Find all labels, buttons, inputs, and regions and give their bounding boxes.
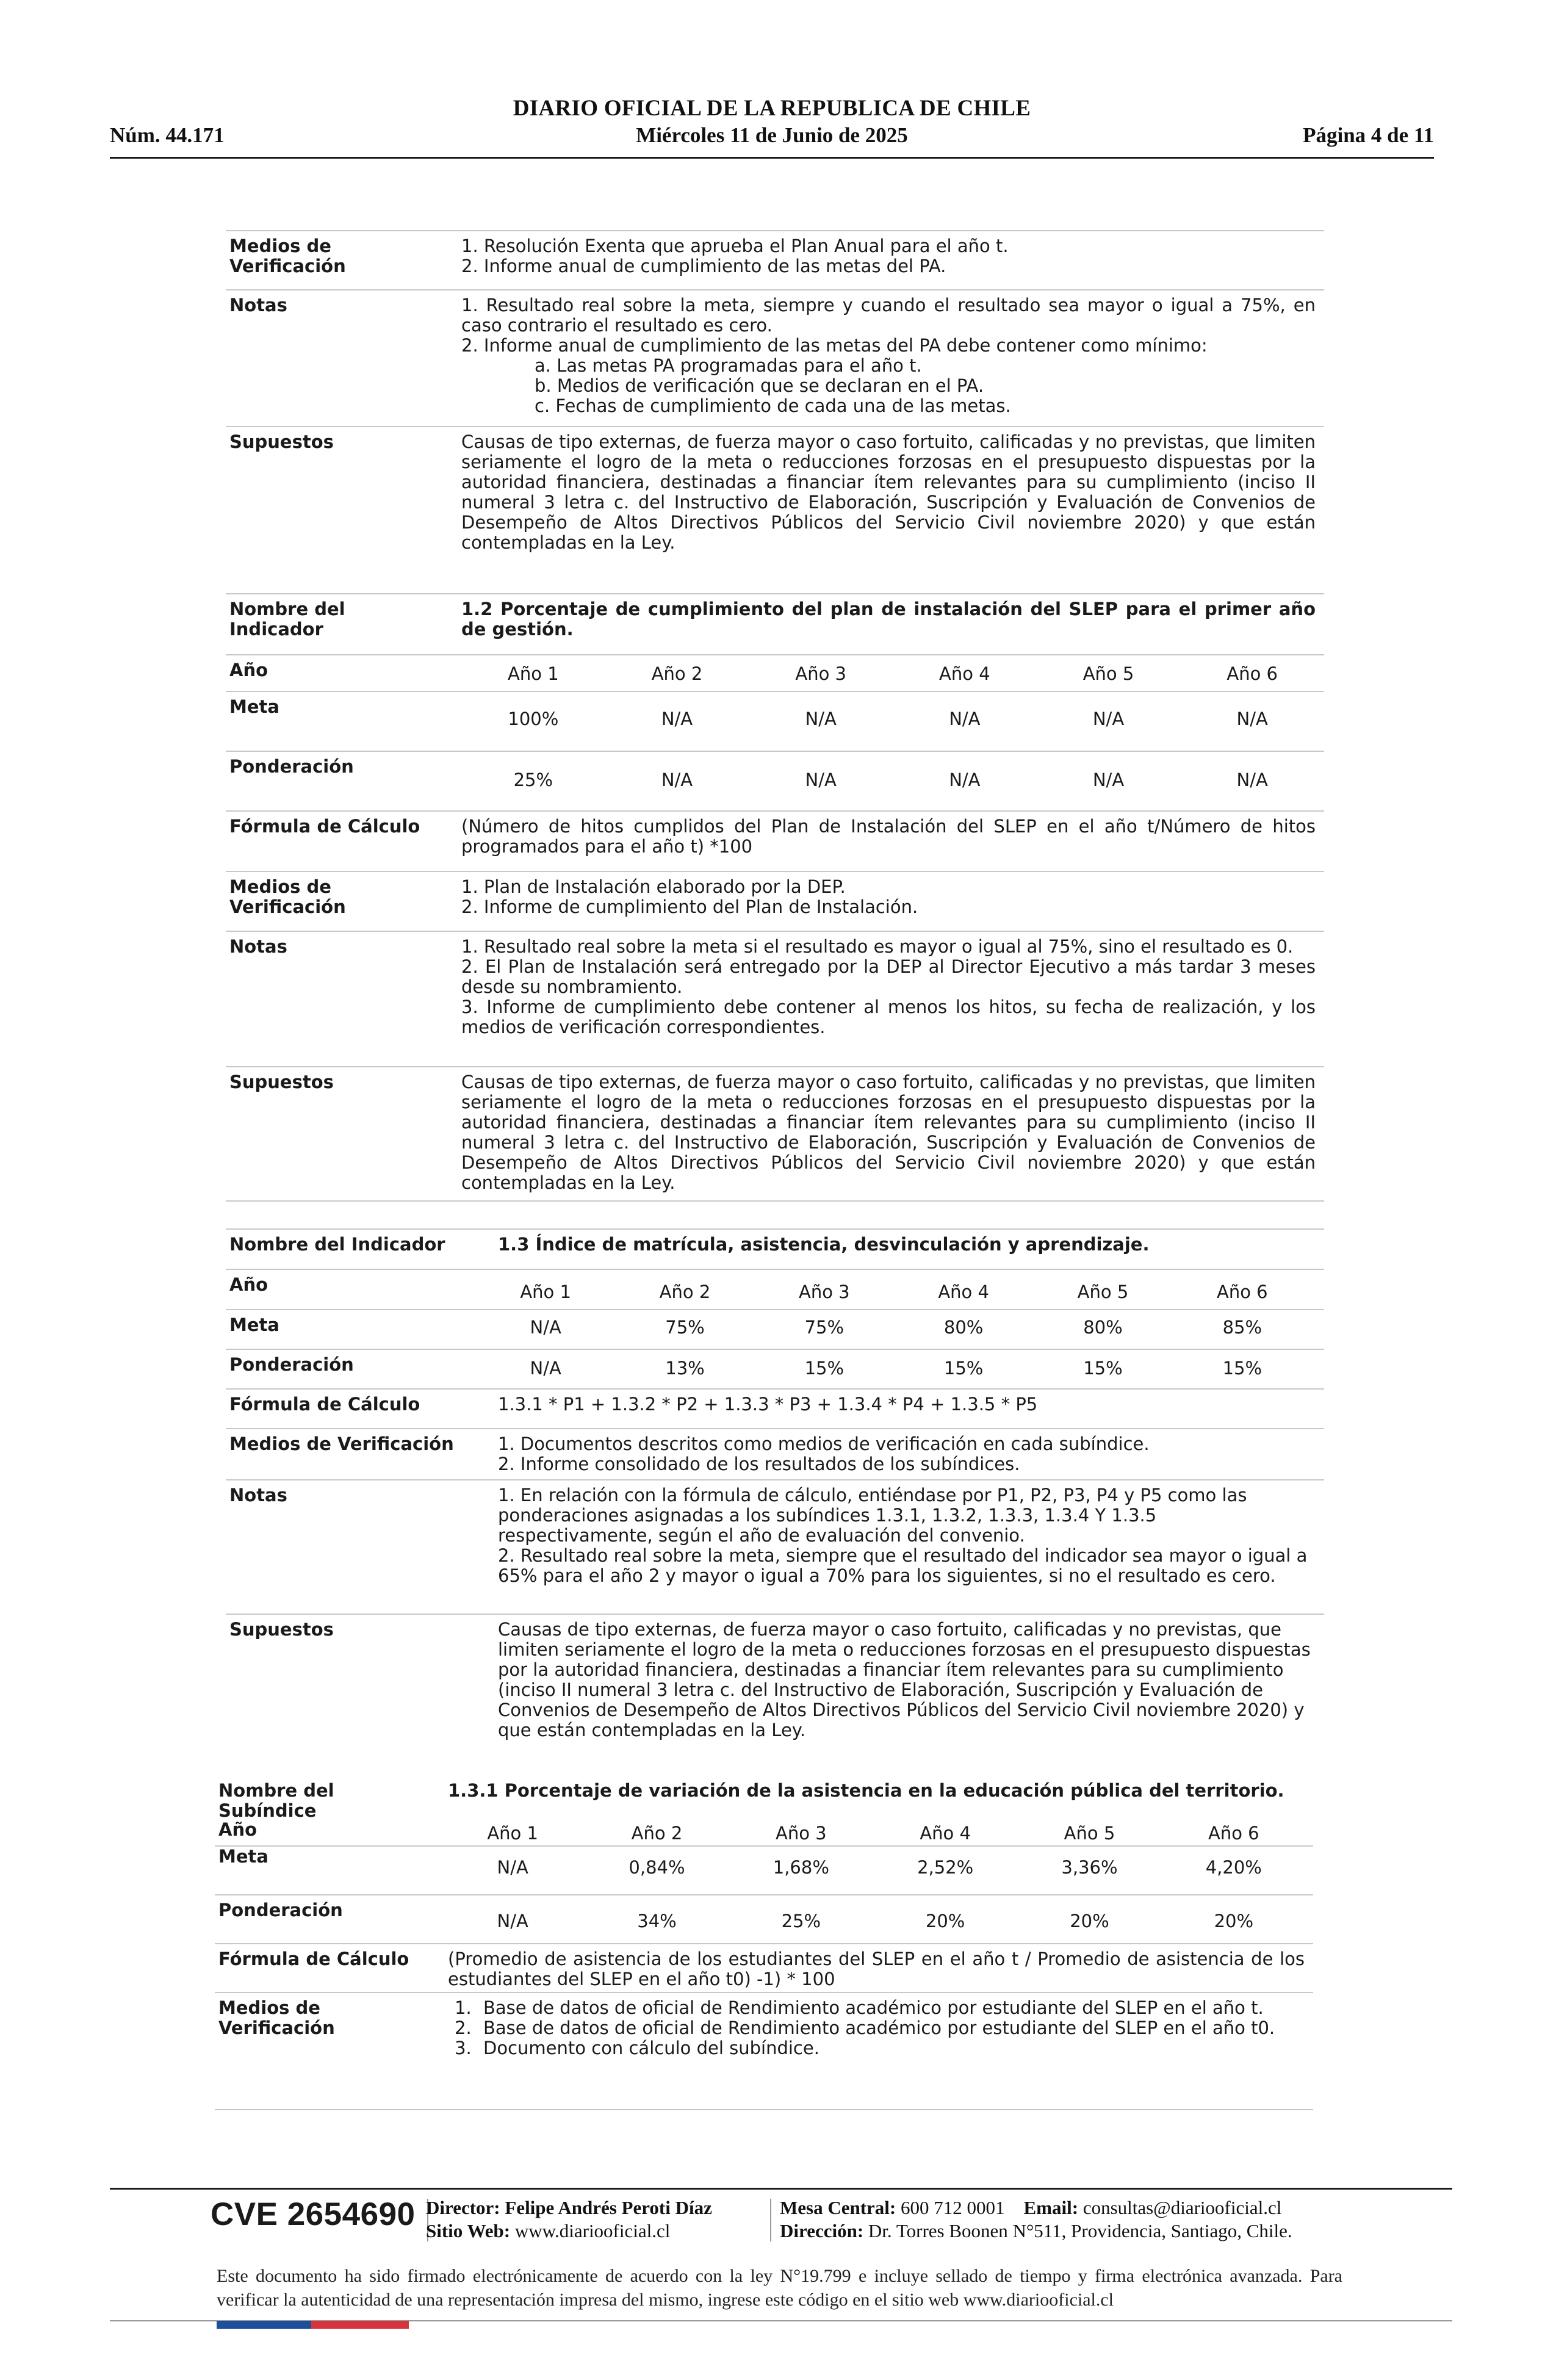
row-label: Ponderación — [229, 1354, 354, 1375]
value-cell: N/A — [1236, 770, 1268, 790]
value-cell: 25% — [513, 770, 553, 790]
value-cell: N/A — [661, 770, 693, 790]
value-cell: 1,68% — [773, 1857, 829, 1878]
newspaper-title: DIARIO OFICIAL DE LA REPUBLICA DE CHILE — [513, 96, 1031, 121]
indicator-table-1-2 — [226, 593, 1324, 1202]
table-row — [226, 691, 1324, 751]
verification-means — [398, 1998, 1305, 2058]
year-headers — [441, 1823, 1306, 1844]
row-label: Medios de Verificación — [229, 1433, 454, 1454]
year-cell: Año 5 — [1064, 1823, 1115, 1844]
flag-stripe-red — [311, 2321, 409, 2329]
row-label: Año — [229, 1274, 268, 1295]
value-cell: N/A — [661, 709, 693, 729]
row-label: Fórmula de Cálculo — [229, 1394, 420, 1415]
table-row — [215, 1992, 1313, 2110]
year-cell: Año 5 — [1082, 663, 1134, 684]
row-label: Año — [229, 660, 268, 680]
footer-divider — [110, 2188, 1452, 2190]
subindex-name: 1.3.1 Porcentaje de variación de la asistencia en la educación pública del territorio. — [448, 1780, 1284, 1801]
legal-notice: Este documento ha sido firmado electrónicamente de acuerdo con la ley N°19.799 e incluye sellado de tiempo y firma electrónica avanzada. Para verificar la autenticidad de una representación impresa del mismo, ingrese este código en el sitio web www.diariooficial.cl — [217, 2266, 1342, 2310]
table-row — [226, 1479, 1324, 1614]
email-link[interactable]: consultas@diariooficial.cl — [1082, 2197, 1282, 2218]
row-label: Nombre del Indicador — [229, 599, 345, 640]
value-cell: N/A — [949, 709, 981, 729]
value-cell: 15% — [804, 1358, 845, 1379]
year-cell: Año 2 — [631, 1823, 683, 1844]
value-cell: 0,84% — [629, 1857, 685, 1878]
table-row — [215, 1943, 1313, 1992]
formula: (Número de hitos cumplidos del Plan de Instalación del SLEP en el año t/Número de hitos programados para el año t) *100 — [461, 816, 1316, 857]
value-cell: N/A — [805, 709, 837, 729]
list-item: 2. Informe de cumplimiento del Plan de Instalación. — [461, 896, 918, 917]
value-cell: N/A — [497, 1857, 528, 1878]
list-item: 1. Resultado real sobre la meta si el resultado es mayor o igual al 75%, sino el resultado es 0. — [461, 936, 1294, 957]
list-item: 2. Informe anual de cumplimiento de las metas del PA. — [461, 256, 946, 276]
value-cell: 100% — [508, 709, 559, 729]
header-divider — [110, 157, 1434, 159]
year-cell: Año 6 — [1208, 1823, 1259, 1844]
list-item: 1. Documentos descritos como medios de verificación en cada subíndice. — [498, 1433, 1150, 1454]
list-item: b. Medios de verificación que se declaran en el PA. — [535, 375, 984, 396]
list-item: 1. Resultado real sobre la meta, siempre y cuando el resultado sea mayor o igual a 75%, en caso contrario el resultado es cero. — [461, 295, 1316, 336]
footer-separator — [770, 2199, 771, 2241]
list-item: 1. Base de datos de oficial de Rendimiento académico por estudiante del SLEP en el año t. — [477, 1998, 1305, 2018]
year-headers — [476, 1282, 1312, 1302]
table-row — [226, 1614, 1324, 1749]
value-cell: 20% — [925, 1911, 965, 1931]
table-row — [226, 593, 1324, 654]
list-item: a. Las metas PA programadas para el año t. — [535, 355, 922, 376]
row-label: Supuestos — [229, 431, 334, 452]
subindex-table-1-3-1 — [215, 1776, 1313, 2110]
verification-means — [461, 877, 1316, 917]
value-cell: N/A — [530, 1358, 561, 1379]
table-row — [226, 289, 1324, 426]
list-item: 1. Plan de Instalación elaborado por la DEP. — [461, 876, 846, 897]
value-cell: 15% — [1083, 1358, 1123, 1379]
value-cell: N/A — [1092, 709, 1125, 729]
value-cell: 25% — [781, 1911, 821, 1931]
goal-values — [461, 709, 1324, 729]
table-row — [226, 931, 1324, 1066]
assumptions: Causas de tipo externas, de fuerza mayor o caso fortuito, calificadas y no previstas, que limiten seriamente el logro de la meta o reducciones forzosas en el presupuesto dispuestas por la autoridad financiera, destinadas a financiar ítem relevantes para su cumplimiento (inciso II numeral 3 letra c. del Instructivo de Elaboración, Suscripción y Evaluación de Convenios de Desempeño de Altos Directivos Públicos del Servicio Civil noviembre 2020) y que están contempladas en la Ley. — [461, 1072, 1316, 1193]
notes — [461, 937, 1316, 1037]
list-item: 2. Informe consolidado de los resultados de los subíndices. — [498, 1454, 1020, 1474]
page-number: Página 4 de 11 — [1303, 123, 1434, 147]
value-cell: N/A — [1236, 709, 1268, 729]
row-label: Medios de Verificación — [229, 236, 346, 276]
list-item: 2. El Plan de Instalación será entregado por la DEP al Director Ejecutivo a más tardar 3 meses desde su nombramiento. — [461, 956, 1316, 997]
footer-director-info — [426, 2196, 712, 2243]
row-label: Nombre del Indicador — [229, 1234, 445, 1255]
list-item: c. Fechas de cumplimiento de cada una de las metas. — [535, 395, 1011, 416]
year-cell: Año 4 — [938, 1282, 989, 1302]
value-cell: 4,20% — [1205, 1857, 1262, 1878]
value-cell: 2,52% — [917, 1857, 974, 1878]
verification-means — [498, 1434, 1316, 1474]
row-label: Supuestos — [229, 1619, 334, 1640]
value-cell: 80% — [943, 1317, 984, 1338]
table-row — [215, 1894, 1313, 1943]
footer-contact-info — [780, 2196, 1292, 2243]
value-cell: 20% — [1214, 1911, 1254, 1931]
row-label: Fórmula de Cálculo — [229, 816, 420, 837]
row-label: Notas — [229, 936, 287, 957]
goal-values — [476, 1318, 1312, 1338]
value-cell: N/A — [497, 1911, 528, 1931]
row-label: Nombre del Subíndice — [218, 1780, 334, 1821]
table-row — [226, 871, 1324, 931]
value-cell: N/A — [530, 1317, 561, 1338]
year-cell: Año 3 — [799, 1282, 850, 1302]
weight-values — [476, 1358, 1312, 1379]
table-row — [215, 1845, 1313, 1894]
table-row — [226, 1269, 1324, 1309]
year-cell: Año 1 — [520, 1282, 571, 1302]
indicator-table-1-3 — [226, 1228, 1324, 1749]
value-cell: 75% — [804, 1317, 845, 1338]
list-item: 3. Informe de cumplimiento debe contener al menos los hitos, su fecha de realización, y los medios de verificación correspondientes. — [461, 997, 1316, 1037]
table-row — [215, 1820, 1313, 1845]
list-item: 2. Resultado real sobre la meta, siempre que el resultado del indicador sea mayor o igual a 65% para el año 2 y mayor o igual a 70% para los siguientes, si no el resultado es cero. — [498, 1545, 1308, 1586]
value-cell: 34% — [637, 1911, 677, 1931]
row-label: Meta — [229, 1314, 279, 1335]
value-cell: N/A — [949, 770, 981, 790]
indicator-name: 1.2 Porcentaje de cumplimiento del plan de instalación del SLEP para el primer año de gestión. — [461, 599, 1316, 640]
notes — [461, 295, 1316, 416]
value-cell: N/A — [1092, 770, 1125, 790]
verification-means — [461, 236, 1316, 276]
table-row — [226, 1349, 1324, 1388]
weight-values — [461, 770, 1324, 790]
table-row — [226, 1388, 1324, 1428]
value-cell: 3,36% — [1061, 1857, 1118, 1878]
formula: 1.3.1 * P1 + 1.3.2 * P2 + 1.3.3 * P3 + 1.3.4 * P4 + 1.3.5 * P5 — [498, 1394, 1038, 1415]
assumptions: Causas de tipo externas, de fuerza mayor o caso fortuito, calificadas y no previstas, que limiten seriamente el logro de la meta o reducciones forzosas en el presupuesto dispuestas por la autoridad financiera, destinadas a financiar ítem relevantes para su cumplimiento (inciso II numeral 3 letra c. del Instructivo de Elaboración, Suscripción y Evaluación de Convenios de Desempeño de Altos Directivos Públicos del Servicio Civil noviembre 2020) y que están contempladas en la Ley. — [498, 1619, 1311, 1740]
list-item: 2. Base de datos de oficial de Rendimiento académico por estudiante del SLEP en el año t0. — [477, 2018, 1305, 2038]
year-cell: Año 3 — [776, 1823, 827, 1844]
table-row — [226, 426, 1324, 586]
flag-stripe-blue — [217, 2321, 311, 2329]
year-cell: Año 6 — [1216, 1282, 1268, 1302]
table-row — [226, 751, 1324, 810]
table-row — [226, 1228, 1324, 1269]
value-cell: 20% — [1070, 1911, 1109, 1931]
address-label: Dirección: — [780, 2220, 864, 2241]
email-label: Email: — [1023, 2197, 1079, 2218]
website-label: Sitio Web: — [426, 2220, 511, 2241]
row-label: Notas — [229, 295, 287, 316]
year-cell: Año 5 — [1077, 1282, 1129, 1302]
value-cell: 15% — [943, 1358, 984, 1379]
value-cell: N/A — [805, 770, 837, 790]
year-cell: Año 4 — [920, 1823, 971, 1844]
value-cell: 13% — [665, 1358, 705, 1379]
list-item: 1. Resolución Exenta que aprueba el Plan Anual para el año t. — [461, 236, 1009, 256]
year-cell: Año 3 — [795, 663, 846, 684]
table-row — [226, 654, 1324, 691]
indicator-table-1-1-continuation — [226, 230, 1324, 586]
row-label: Medios de Verificación — [218, 1997, 335, 2038]
year-cell: Año 1 — [487, 1823, 538, 1844]
row-label: Ponderación — [218, 1900, 343, 1920]
phone-number: 600 712 0001 — [901, 2197, 1005, 2218]
table-row — [226, 1428, 1324, 1479]
row-label: Ponderación — [229, 756, 354, 777]
row-label: Meta — [229, 696, 279, 717]
notes — [498, 1485, 1316, 1586]
year-headers — [461, 664, 1324, 684]
value-cell: 15% — [1222, 1358, 1262, 1379]
table-row — [226, 1066, 1324, 1202]
address: Dr. Torres Boonen N°511, Providencia, Santiago, Chile. — [868, 2220, 1292, 2241]
cve-code: CVE 2654690 — [211, 2196, 416, 2232]
goal-values — [441, 1858, 1306, 1878]
row-label: Notas — [229, 1485, 287, 1506]
director-label: Director: — [426, 2197, 500, 2218]
list-item: 1. En relación con la fórmula de cálculo, entiéndase por P1, P2, P3, P4 y P5 como las ponderaciones asignadas a los subíndices 1.3.1, 1.3.2, 1.3.3, 1.3.4 Y 1.3.5 respectivamente, según el año de evaluación del convenio. — [498, 1485, 1247, 1546]
indicator-name: 1.3 Índice de matrícula, asistencia, desvinculación y aprendizaje. — [498, 1234, 1150, 1255]
website-link[interactable]: www.diariooficial.cl — [514, 2220, 671, 2241]
director-name: Felipe Andrés Peroti Díaz — [505, 2197, 712, 2218]
value-cell: 75% — [665, 1317, 705, 1338]
table-row — [226, 1309, 1324, 1349]
row-label: Meta — [218, 1846, 268, 1867]
list-item: 3. Documento con cálculo del subíndice. — [477, 2038, 1305, 2058]
weight-values — [441, 1911, 1306, 1931]
year-cell: Año 2 — [651, 663, 703, 684]
row-label: Medios de Verificación — [229, 876, 346, 917]
value-cell: 80% — [1083, 1317, 1123, 1338]
row-label: Año — [218, 1819, 258, 1840]
row-label: Supuestos — [229, 1072, 334, 1092]
row-label: Fórmula de Cálculo — [218, 1949, 409, 1969]
value-cell: 85% — [1222, 1317, 1262, 1338]
year-cell: Año 1 — [508, 663, 559, 684]
issue-date: Miércoles 11 de Junio de 2025 — [636, 123, 908, 147]
list-item: 2. Informe anual de cumplimiento de las metas del PA debe contener como mínimo: — [461, 335, 1208, 356]
issue-number: Núm. 44.171 — [110, 123, 225, 147]
year-cell: Año 6 — [1226, 663, 1278, 684]
table-row — [226, 810, 1324, 871]
table-row — [215, 1776, 1313, 1820]
formula: (Promedio de asistencia de los estudiantes del SLEP en el año t / Promedio de asistencia de los estudiantes del SLEP en el año t0) -1) * 100 — [448, 1949, 1305, 1989]
phone-label: Mesa Central: — [780, 2197, 896, 2218]
year-cell: Año 2 — [659, 1282, 711, 1302]
year-cell: Año 4 — [939, 663, 990, 684]
assumptions: Causas de tipo externas, de fuerza mayor o caso fortuito, calificadas y no previstas, que limiten seriamente el logro de la meta o reducciones forzosas en el presupuesto dispuestas por la autoridad financiera, destinadas a financiar ítem relevantes para su cumplimiento (inciso II numeral 3 letra c. del Instructivo de Elaboración, Suscripción y Evaluación de Convenios de Desempeño de Altos Directivos Públicos del Servicio Civil noviembre 2020) y que están contempladas en la Ley. — [461, 431, 1316, 553]
table-row — [226, 230, 1324, 289]
